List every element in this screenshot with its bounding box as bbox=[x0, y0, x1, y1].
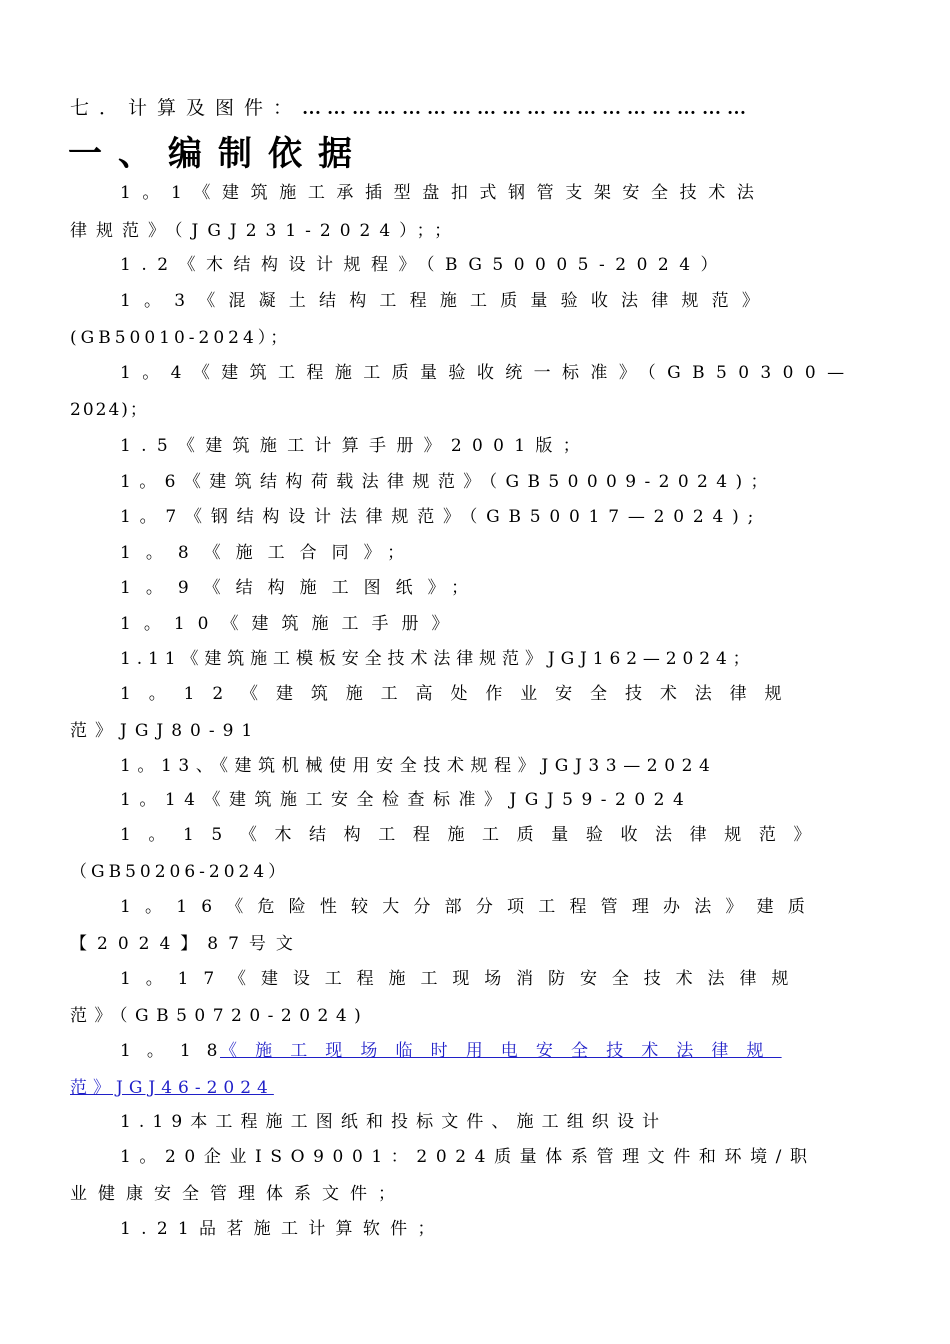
reference-item-4: 1。4《建筑工程施工质量验收统一标准》（GB50300— bbox=[120, 363, 856, 383]
toc-entry[interactable] bbox=[70, 97, 752, 120]
reference-item-20: 1。20企业ISO9001：2024质量体系管理文件和环境/职 bbox=[120, 1147, 816, 1167]
reference-item-19: 1.19本工程施工图纸和投标文件、施工组织设计 bbox=[120, 1112, 668, 1132]
reference-item-7: 1。7《钢结构设计法律规范》（GB50017—2024); bbox=[120, 507, 763, 527]
reference-item-17: 1。17《建设工程施工现场消防安全技术法律规 bbox=[120, 969, 804, 989]
reference-item-2: 1.2《木结构设计规程》（BG50005-2024） bbox=[120, 255, 729, 275]
reference-item-5: 1.5《建筑施工计算手册》2001版； bbox=[120, 436, 590, 456]
reference-item-12: 1。12《建筑施工高处作业安全技术法律规 bbox=[120, 684, 800, 704]
reference-item-12-cont: 范》JGJ80-91 bbox=[70, 721, 261, 741]
reference-item-11: 1.11《建筑施工模板安全技术法律规范》JGJ162—2024； bbox=[120, 649, 756, 669]
toc-label: 七．计算及图件： bbox=[70, 97, 303, 119]
reference-item-1: 1。1《建筑施工承插型盘扣式钢管支架安全技术法 bbox=[120, 183, 766, 203]
reference-item-13: 1。13、《建筑机械使用安全技术规程》JGJ33—2024 bbox=[120, 756, 717, 776]
reference-item-18-link-cont[interactable]: 范》JGJ46-2024 bbox=[70, 1078, 274, 1098]
reference-item-16-cont: 【2024】87号文 bbox=[70, 934, 303, 954]
toc-leader-dots: ……………………………………………… bbox=[302, 98, 753, 119]
reference-item-8: 1。8《施工合同》； bbox=[120, 543, 420, 563]
reference-item-14: 1。14《建筑施工安全检查标准》JGJ59-2024 bbox=[120, 790, 693, 810]
reference-item-21: 1.21品茗施工计算软件； bbox=[120, 1219, 445, 1239]
reference-item-9: 1。9《结构施工图纸》； bbox=[120, 578, 484, 598]
reference-item-3-cont: (GB50010-2024）； bbox=[70, 328, 292, 348]
reference-item-10: 1。10《建筑施工手册》 bbox=[120, 614, 462, 634]
reference-item-1-cont: 律规范》（JGJ231-2024）；； bbox=[70, 221, 461, 241]
reference-item-18: 1。18 bbox=[120, 1041, 234, 1061]
section-heading: 一、编制依据 bbox=[68, 134, 368, 174]
reference-item-4-cont: 2024)； bbox=[70, 400, 149, 420]
reference-item-15: 1。15《木结构工程施工质量验收法律规范》 bbox=[120, 825, 829, 845]
reference-item-20-cont: 业健康安全管理体系文件； bbox=[70, 1184, 406, 1204]
reference-item-3: 1。3《混凝土结构工程施工质量验收法律规范》 bbox=[120, 291, 773, 311]
reference-item-6: 1。6《建筑结构荷载法律规范》（GB50009-2024)； bbox=[120, 472, 776, 492]
reference-item-15-cont: （GB50206-2024） bbox=[70, 862, 290, 882]
reference-item-18-link[interactable]: 《施工现场临时用电安全技术法律规 bbox=[220, 1041, 782, 1061]
reference-item-17-cont: 范》（GB50720-2024) bbox=[70, 1006, 369, 1026]
reference-item-16: 1。16《危险性较大分部分项工程管理办法》建质 bbox=[120, 897, 820, 917]
